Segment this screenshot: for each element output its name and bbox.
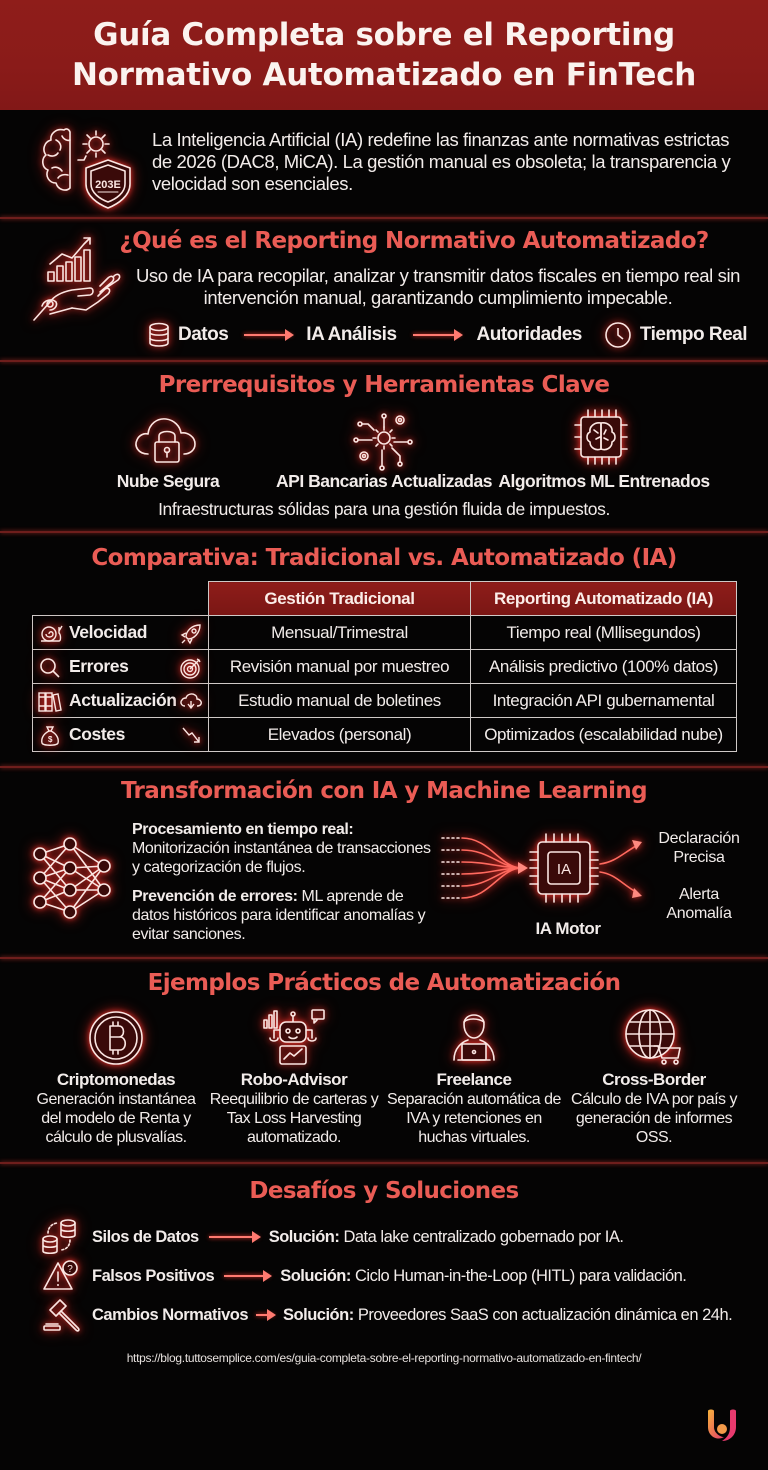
section-divider	[0, 531, 768, 533]
section-title-what-is: ¿Qué es el Reporting Normativo Automatizado?	[119, 228, 709, 254]
row-label-errores: Errores	[33, 650, 209, 684]
database-icon	[148, 322, 170, 348]
row-label-actualizacion: Actualización	[33, 684, 209, 718]
intro-text: La Inteligencia Artificial (IA) redefine las finanzas ante normativas estrictas de 2026 (DAC8, MiCA). La gestión manual es obsoleta; la transparencia y velocidad son esenciales.	[152, 129, 731, 194]
example-freelance: Freelance Separación automática de IVA y retenciones en huchas virtuales.	[387, 1070, 561, 1146]
prereq-label-api: API Bancarias Actualizadas	[276, 471, 492, 491]
cell-errores-automated: Análisis predictivo (100% datos)	[471, 650, 737, 684]
globe-cart-icon	[624, 1008, 682, 1066]
flow-arrow-icon	[244, 334, 292, 336]
gavel-icon	[42, 1298, 82, 1334]
row-label-velocidad: Velocidad	[33, 616, 209, 650]
page-title-line1: Guía Completa sobre el Reporting	[93, 17, 675, 53]
cell-actualizacion-traditional: Estudio manual de boletines	[209, 684, 471, 718]
page-title-line2: Normativo Automatizado en FinTech	[72, 57, 696, 93]
freelancer-laptop-icon	[450, 1008, 498, 1064]
table-row	[33, 650, 737, 684]
cell-velocidad-traditional: Mensual/Trimestral	[209, 616, 471, 650]
flow-step-autoridades: Autoridades	[476, 324, 582, 345]
money-bag-icon	[40, 725, 60, 747]
table-header-automated: Reporting Automatizado (IA)	[471, 582, 737, 616]
challenge-row-silos: Silos de Datos Solución: Data lake centralizado gobernado por IA.	[92, 1227, 624, 1246]
comparison-table	[32, 581, 737, 752]
example-cross-border: Cross-Border Cálculo de IVA por país y generación de informes OSS.	[571, 1070, 737, 1146]
section-title-challenges: Desafíos y Soluciones	[249, 1178, 519, 1204]
transformation-point-realtime: Procesamiento en tiempo real: Monitorización instantánea de transacciones y categorización de flujos.	[132, 821, 431, 876]
example-crypto: Criptomonedas Generación instantánea del modelo de Renta y cálculo de plusvalías.	[36, 1070, 196, 1146]
tuttosemplice-logo-icon	[704, 1407, 740, 1443]
cell-costes-traditional: Elevados (personal)	[209, 718, 471, 752]
table-row	[33, 616, 737, 650]
table-header-traditional: Gestión Tradicional	[209, 582, 471, 616]
arrow-icon	[224, 1275, 270, 1277]
section-title-prerequisites: Prerrequisitos y Herramientas Clave	[158, 372, 610, 398]
brain-gear-shield-icon	[38, 122, 138, 208]
example-robo-advisor: Robo-Advisor Reequilibrio de carteras y Tax Loss Harvesting automatizado.	[209, 1070, 379, 1146]
svg-text:?: ?	[67, 1264, 73, 1275]
row-label-costes: $ Costes	[33, 718, 209, 752]
section-divider	[0, 360, 768, 362]
section-divider	[0, 957, 768, 959]
target-icon	[180, 657, 202, 679]
warning-question-icon	[42, 1259, 80, 1293]
process-flow	[148, 321, 747, 349]
prerequisites-footer: Infraestructuras sólidas para una gestión fluida de impuestos.	[158, 499, 610, 519]
clock-icon	[604, 321, 632, 349]
output-alerta: Alerta Anomalía	[666, 886, 732, 922]
svg-text:IA: IA	[556, 861, 572, 878]
arrow-icon	[209, 1236, 259, 1238]
section-divider	[0, 217, 768, 219]
svg-text:$: $	[47, 735, 53, 744]
database-sync-icon	[40, 1218, 80, 1256]
section-divider	[0, 1162, 768, 1164]
cloud-lock-icon	[132, 412, 204, 468]
api-gears-icon	[352, 410, 416, 472]
flow-arrow-icon	[413, 334, 461, 336]
section-divider	[0, 766, 768, 768]
table-header-blank	[33, 582, 209, 616]
flow-step-ia-analisis: IA Análisis	[306, 324, 397, 345]
neural-network-icon	[30, 840, 116, 918]
what-is-description: Uso de IA para recopilar, analizar y transmitir datos fiscales en tiempo real sin intervención manual, garantizando cumplimiento impecable.	[135, 265, 741, 308]
binders-icon	[38, 691, 62, 713]
challenge-row-falsos-positivos: Falsos Positivos Solución: Ciclo Human-in-the-Loop (HITL) para validación.	[92, 1266, 687, 1285]
rocket-icon	[180, 623, 202, 645]
cell-costes-automated: Optimizados (escalabilidad nube)	[471, 718, 737, 752]
source-url[interactable]: https://blog.tuttosemplice.com/es/guia-completa-sobre-el-reporting-normativo-automatizado-en-fintech/	[126, 1351, 642, 1365]
section-title-transformation: Transformación con IA y Machine Learning	[120, 778, 648, 804]
flow-step-datos: Datos	[178, 324, 229, 345]
robot-advisor-icon	[262, 1008, 326, 1066]
cell-velocidad-automated: Tiempo real (Mllisegundos)	[471, 616, 737, 650]
page-header	[0, 0, 768, 110]
cloud-sync-icon	[179, 691, 203, 711]
cell-errores-traditional: Revisión manual por muestreo	[209, 650, 471, 684]
flow-step-tiempo-real: Tiempo Real	[639, 324, 748, 345]
output-declaracion: Declaración Precisa	[658, 830, 740, 866]
bitcoin-icon	[88, 1010, 144, 1066]
section-title-comparison: Comparativa: Tradicional vs. Automatizado (IA)	[91, 545, 677, 571]
brain-chip-icon	[572, 408, 630, 466]
cell-actualizacion-automated: Integración API gubernamental	[471, 684, 737, 718]
arrow-icon	[256, 1314, 274, 1316]
svg-text:203E: 203E	[95, 179, 121, 191]
table-header-row	[33, 582, 737, 616]
table-row	[33, 718, 737, 752]
ia-engine-diagram-icon	[440, 828, 660, 918]
challenge-row-cambios-normativos: Cambios Normativos Solución: Proveedores SaaS con actualización dinámica en 24h.	[92, 1305, 733, 1324]
robot-hand-chart-icon	[28, 232, 128, 328]
magnifier-icon	[39, 657, 61, 679]
table-row	[33, 684, 737, 718]
transformation-point-errors: Prevención de errores: ML aprende de datos históricos para identificar anomalías y evitar sanciones.	[132, 888, 426, 943]
trend-down-icon	[181, 725, 201, 745]
prereq-label-nube: Nube Segura	[116, 471, 220, 491]
section-title-examples: Ejemplos Prácticos de Automatización	[147, 970, 621, 996]
prereq-label-ml: Algoritmos ML Entrenados	[498, 471, 710, 491]
snail-icon	[39, 623, 63, 643]
ia-engine-label: IA Motor	[535, 919, 601, 938]
